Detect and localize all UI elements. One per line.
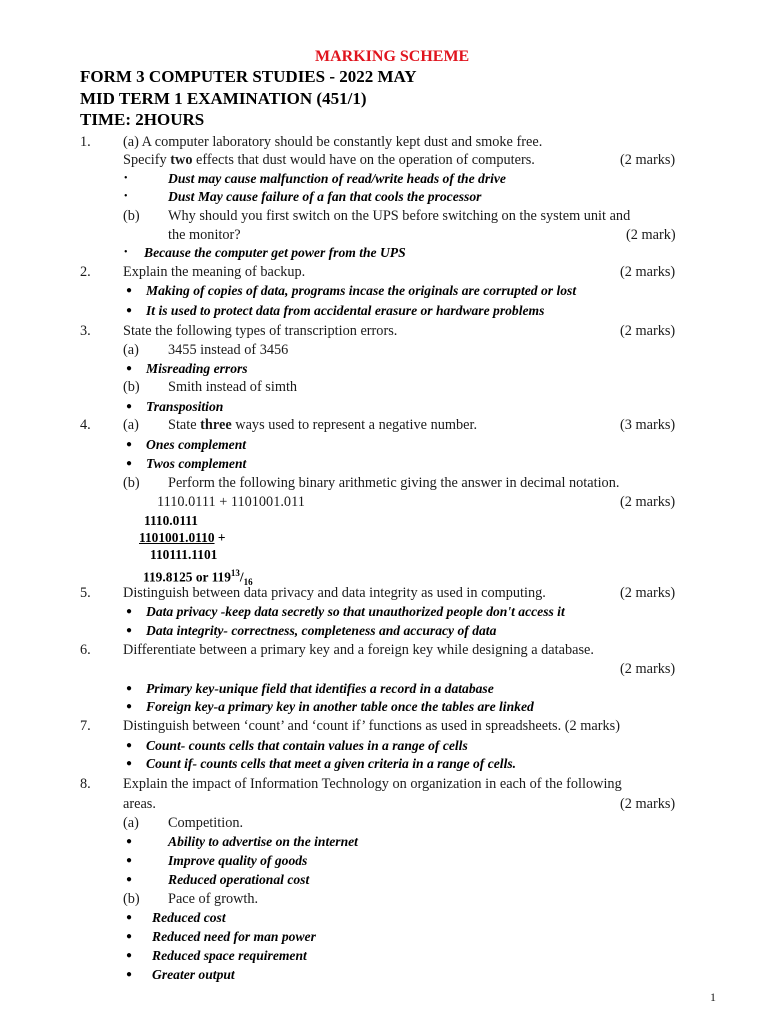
header-line-1: FORM 3 COMPUTER STUDIES - 2022 MAY: [80, 67, 417, 86]
q3b-label: (b): [123, 379, 140, 395]
bullet-icon: ●: [126, 758, 133, 769]
q4b-label: (b): [123, 475, 140, 491]
q8-marks: (2 marks): [620, 796, 676, 812]
q1b-answer: Because the computer get power from the UPS: [144, 245, 406, 260]
q1b-marks: (2 mark): [626, 227, 676, 243]
q8-number: 8.: [80, 776, 91, 792]
q8b-answer-1: Reduced cost: [152, 910, 226, 925]
q4b-calc-line-3: 110111.1101: [150, 547, 218, 562]
q6-answer-1: Primary key-unique field that identifies a record in a database: [146, 681, 494, 696]
q2-marks: (2 marks): [620, 264, 676, 280]
bullet-icon: ●: [126, 874, 133, 885]
q8b-answer-4: Greater output: [152, 967, 235, 982]
q6-marks: (2 marks): [620, 661, 676, 677]
q8a-answer-3: Reduced operational cost: [168, 872, 310, 887]
q3b-answer: Transposition: [146, 399, 224, 414]
q4b-calc-line-1: 1110.0111: [144, 513, 198, 528]
q4a-marks: (3 marks): [620, 417, 676, 433]
q4b-marks: (2 marks): [620, 494, 676, 510]
bullet-icon: ●: [126, 969, 133, 980]
q7-answer-2: Count if- counts cells that meet a given criteria in a range of cells.: [146, 756, 517, 771]
bullet-icon: •: [124, 247, 128, 258]
q1a-text: (a) A computer laboratory should be constantly kept dust and smoke free.: [123, 134, 543, 150]
bullet-icon: ●: [126, 401, 133, 412]
q5-marks: (2 marks): [620, 585, 676, 601]
q8a-label: (a): [123, 815, 139, 831]
q4b-calc-line-2: 1101001.0110 +: [139, 530, 226, 545]
header-line-3: TIME: 2HOURS: [80, 110, 205, 129]
q6-text: Differentiate between a primary key and a foreign key while designing a database.: [123, 642, 594, 658]
bullet-icon: ●: [126, 305, 133, 316]
bullet-icon: •: [124, 191, 128, 202]
q1b-text-2: the monitor?: [168, 227, 241, 243]
q3-number: 3.: [80, 323, 91, 339]
q4-number: 4.: [80, 417, 91, 433]
q3a-text: 3455 instead of 3456: [168, 342, 289, 358]
bullet-icon: ●: [126, 836, 133, 847]
q7-number: 7.: [80, 718, 91, 734]
q3-marks: (2 marks): [620, 323, 676, 339]
q8b-text: Pace of growth.: [168, 891, 259, 907]
q8-text: Explain the impact of Information Technology on organization in each of the following: [123, 776, 622, 792]
q4b-text-2: 1110.0111 + 1101001.011: [157, 494, 305, 510]
q1a-answer-1: Dust may cause malfunction of read/write heads of the drive: [168, 171, 506, 186]
q2-number: 2.: [80, 264, 91, 280]
q4a-answer-2: Twos complement: [146, 456, 247, 471]
q1a-marks: (2 marks): [620, 152, 676, 168]
q6-answer-2: Foreign key-a primary key in another table once the tables are linked: [146, 699, 534, 714]
marking-scheme-title: MARKING SCHEME: [315, 48, 470, 65]
bullet-icon: ●: [126, 285, 133, 296]
q8b-label: (b): [123, 891, 140, 907]
q8a-answer-1: Ability to advertise on the internet: [168, 834, 358, 849]
q3b-text: Smith instead of simth: [168, 379, 298, 395]
q7-answer-1: Count- counts cells that contain values in a range of cells: [146, 738, 468, 753]
bullet-icon: ●: [126, 855, 133, 866]
bullet-icon: ●: [126, 931, 133, 942]
q8b-answer-2: Reduced need for man power: [152, 929, 316, 944]
q5-text: Distinguish between data privacy and data integrity as used in computing.: [123, 585, 546, 601]
bullet-icon: ●: [126, 458, 133, 469]
q1b-label: (b): [123, 208, 140, 224]
bullet-icon: ●: [126, 740, 133, 751]
q1a-text-2: Specify two effects that dust would have on the operation of computers.: [123, 152, 535, 168]
q8b-answer-3: Reduced space requirement: [152, 948, 307, 963]
q8a-answer-2: Improve quality of goods: [168, 853, 308, 868]
bullet-icon: ●: [126, 950, 133, 961]
bullet-icon: ●: [126, 912, 133, 923]
bullet-icon: ●: [126, 625, 133, 636]
q4b-calc-result: 119.8125 or $119^{13}/_{16}$: [143, 568, 253, 588]
bullet-icon: ●: [126, 439, 133, 450]
q2-text: Explain the meaning of backup.: [123, 264, 306, 280]
q3a-label: (a): [123, 342, 139, 358]
page-number: 1: [710, 990, 716, 1004]
q3a-answer: Misreading errors: [146, 361, 248, 376]
bullet-icon: ●: [126, 701, 133, 712]
q3-text: State the following types of transcription errors.: [123, 323, 398, 339]
q4a-label: (a): [123, 417, 139, 433]
q8a-text: Competition.: [168, 815, 244, 831]
q6-number: 6.: [80, 642, 91, 658]
q1a-answer-2: Dust May cause failure of a fan that cools the processor: [168, 189, 482, 204]
q1-number: 1.: [80, 134, 91, 150]
bullet-icon: ●: [126, 606, 133, 617]
q2-answer-2: It is used to protect data from accidental erasure or hardware problems: [146, 303, 545, 318]
q1b-text: Why should you first switch on the UPS before switching on the system unit and: [168, 208, 631, 224]
q7-text: Distinguish between ‘count’ and ‘count if’ functions as used in spreadsheets. (2 marks): [123, 718, 620, 734]
q4a-text: State three ways used to represent a negative number.: [168, 417, 478, 433]
q8-text-2: areas.: [123, 796, 156, 812]
bullet-icon: •: [124, 173, 128, 184]
bullet-icon: ●: [126, 683, 133, 694]
bullet-icon: ●: [126, 363, 133, 374]
q4b-text: Perform the following binary arithmetic giving the answer in decimal notation.: [168, 475, 620, 491]
q4a-answer-1: Ones complement: [146, 437, 247, 452]
q5-answer-2: Data integrity- correctness, completeness and accuracy of data: [146, 623, 497, 638]
q5-number: 5.: [80, 585, 91, 601]
q2-answer-1: Making of copies of data, programs incase the originals are corrupted or lost: [146, 283, 577, 298]
header-line-2: MID TERM 1 EXAMINATION (451/1): [80, 89, 367, 108]
q5-answer-1: Data privacy -keep data secretly so that unauthorized people don't access it: [146, 604, 565, 619]
